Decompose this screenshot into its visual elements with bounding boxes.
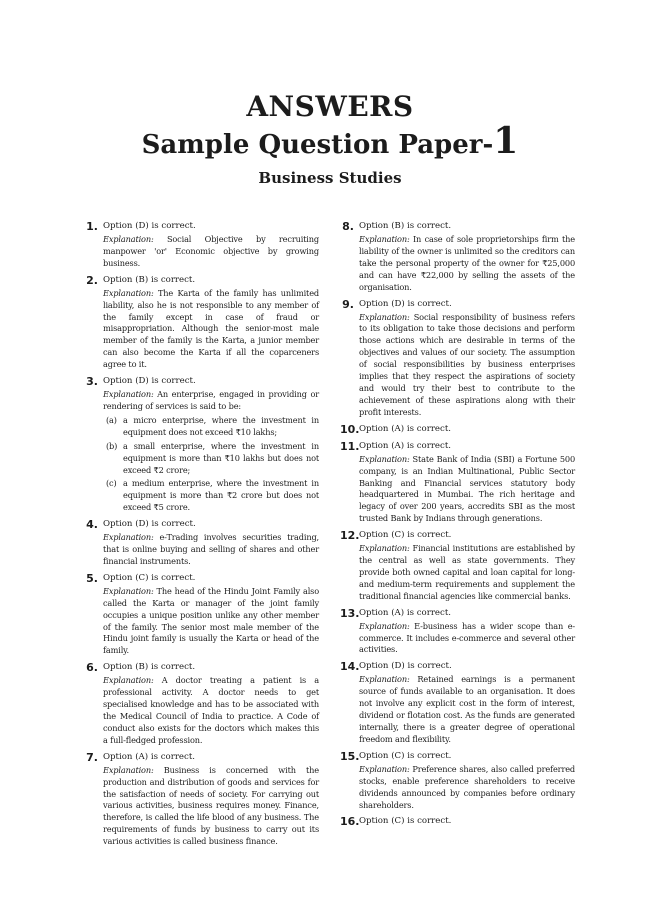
sub-item-a xyxy=(103,415,319,439)
explanation-label: Explanation: xyxy=(103,532,154,543)
explanation-label: Explanation: xyxy=(103,764,154,775)
answers-right-column xyxy=(340,220,576,832)
answer-item-3 xyxy=(87,375,319,514)
answer-option: Option (A) is correct. xyxy=(359,607,452,618)
question-number: 14. xyxy=(340,660,360,674)
answer-explanation xyxy=(103,389,319,413)
sub-item-label: (c) xyxy=(106,478,117,489)
question-number: 8. xyxy=(342,220,354,233)
sub-item-text: a micro enterprise, where the investment in equipment does not exceed ₹10 lakhs; xyxy=(123,414,319,437)
paper-title-text: Sample Question Paper- xyxy=(141,130,494,160)
explanation-text: Social Objective by recruiting manpower 'or' Economic objective by growing business. xyxy=(103,234,319,268)
sub-item-label: (b) xyxy=(106,440,118,451)
answer-item-5 xyxy=(87,572,319,657)
explanation-text: E-business has a wider scope than e-commerce. It includes e-commerce and several other activities. xyxy=(359,620,576,655)
question-number: 12. xyxy=(340,529,360,543)
question-number: 4. xyxy=(86,518,98,532)
explanation-label: Explanation: xyxy=(103,234,154,244)
explanation-text: The Karta of the family has unlimited liability, also he is not responsible to any member of the family except in case of fraud or misappropriation. Although the senior-most male member of the family is the Karta, a junior member can also become the Karta if all the coparceners agree to it. xyxy=(103,287,319,370)
explanation-text: e-Trading involves securities trading, that is online buying and selling of shares and other financial instruments. xyxy=(103,532,319,566)
answer-option: Option (B) is correct. xyxy=(359,221,452,231)
answer-option: Option (D) is correct. xyxy=(103,519,196,530)
explanation-label: Explanation: xyxy=(359,674,410,685)
answer-option: Option (A) is correct. xyxy=(103,751,196,762)
answer-option: Option (D) is correct. xyxy=(359,661,452,672)
explanation-text: An enterprise, engaged in providing or rendering of services is said to be: xyxy=(103,389,319,411)
question-number: 11. xyxy=(340,439,360,453)
sub-item-text: a small enterprise, where the investment in equipment is more than ₹10 lakhs but does not exceed ₹2 crore; xyxy=(123,440,319,475)
answer-item-13 xyxy=(340,606,576,657)
answer-explanation xyxy=(103,586,319,657)
answer-explanation xyxy=(103,234,319,270)
answer-item-15 xyxy=(340,749,576,812)
answer-item-14 xyxy=(340,660,576,745)
answer-explanation xyxy=(359,764,575,812)
paper-number: 1 xyxy=(493,120,519,162)
paper-title xyxy=(0,120,660,162)
explanation-text: Retained earnings is a permanent source of funds available to an organisation. It does not involve any explicit cost in the form of interest, dividend or flotation cost. As the funds are generated internally, there is a greater degree of operational freedom and flexibility. xyxy=(359,674,576,744)
answer-option: Option (D) is correct. xyxy=(103,376,196,387)
question-number: 1. xyxy=(86,220,98,233)
answer-item-9 xyxy=(343,298,575,419)
answer-explanation xyxy=(103,675,319,746)
sub-item-text: a medium enterprise, where the investment in equipment is more than ₹2 crore but does not exceed ₹5 crore. xyxy=(123,478,319,513)
answer-explanation xyxy=(103,532,319,568)
answer-item-7 xyxy=(87,751,319,848)
sub-item-label: (a) xyxy=(106,414,117,425)
sub-item-c xyxy=(103,478,319,514)
explanation-label: Explanation: xyxy=(103,675,154,686)
answer-explanation xyxy=(359,621,575,657)
explanation-label: Explanation: xyxy=(103,287,154,298)
explanation-label: Explanation: xyxy=(359,763,410,774)
explanation-text: The head of the Hindu Joint Family also called the Karta or manager of the joint family occupies a unique position unlike any other member of the family. The senior most male member of the Hindu joint family is usually the Karta or head of the family. xyxy=(103,585,319,656)
answer-item-6 xyxy=(87,661,319,746)
answer-item-10 xyxy=(340,422,575,436)
question-number: 3. xyxy=(86,375,98,389)
answer-item-2 xyxy=(87,274,319,371)
explanation-text: In case of sole proprietorships firm the liability of the owner is unlimited so the creditors can take the personal property of the owner for ₹25,000 and can have ₹22,000 by selling the assets of the organisation. xyxy=(359,234,575,292)
answer-item-11 xyxy=(340,439,576,525)
explanation-label: Explanation: xyxy=(103,585,154,596)
answer-explanation xyxy=(359,454,575,525)
answer-explanation xyxy=(103,765,319,848)
answer-explanation xyxy=(103,288,319,371)
explanation-label: Explanation: xyxy=(359,453,410,464)
answer-option: Option (A) is correct. xyxy=(359,423,452,434)
answer-item-12 xyxy=(340,529,575,603)
answer-option: Option (C) is correct. xyxy=(103,572,196,583)
explanation-label: Explanation: xyxy=(103,389,154,400)
answer-option: Option (B) is correct. xyxy=(103,274,196,285)
explanation-label: Explanation: xyxy=(359,234,410,244)
answer-explanation xyxy=(359,234,575,294)
explanation-text: Business is concerned with the production and distribution of goods and services for the satisfaction of needs of society. For carrying out various activities, business requires money. Finance, therefore, is called the life blood of any business. The requirements of funds by business to carry out its various activities is called business finance. xyxy=(103,764,319,847)
explanation-text: Social responsibility of business refers to its obligation to take those decisions and perform those actions which are desirable in terms of the objectives and values of our society. The assumption of social responsibilities by business enterprises implies that they respect the aspirations of society and would try their best to contribute to the achievement of these aspirations along with their profit interests. xyxy=(359,311,575,417)
question-number: 13. xyxy=(340,606,360,620)
page-title: ANSWERS xyxy=(246,90,414,123)
answer-item-4 xyxy=(87,518,319,568)
answer-item-16 xyxy=(340,815,575,829)
question-number: 7. xyxy=(86,750,98,764)
sub-item-b xyxy=(103,441,319,477)
answer-option: Option (C) is correct. xyxy=(359,816,452,827)
answer-option: Option (D) is correct. xyxy=(103,221,196,231)
question-number: 5. xyxy=(86,571,98,585)
answer-item-1 xyxy=(87,220,319,270)
question-number: 6. xyxy=(86,661,98,675)
answer-option: Option (C) is correct. xyxy=(359,750,452,761)
explanation-label: Explanation: xyxy=(359,620,410,631)
explanation-label: Explanation: xyxy=(359,543,410,554)
explanation-text: Financial institutions are established by the central as well as state governments. They provide both owned capital and loan capital for long- and medium-term requirements and supplement the traditional financial agencies like commercial banks. xyxy=(359,543,575,601)
answer-item-8 xyxy=(343,220,575,294)
question-number: 10. xyxy=(340,422,360,436)
answer-explanation xyxy=(359,674,575,745)
subject-title: Business Studies xyxy=(258,169,402,187)
explanation-text: State Bank of India (SBI) a Fortune 500 company, is an Indian Multinational, Public Sector Banking and Financial services statutory body headquartered in Mumbai. The rich heritage and legacy of over 200 years, accredits SBI as the most trusted Bank by Indians through generations. xyxy=(359,453,576,524)
answer-option: Option (B) is correct. xyxy=(103,662,196,673)
explanation-text: Preference shares, also called preferred stocks, enable preference shareholders to receive dividends announced by companies before ordinary shareholders. xyxy=(359,763,576,810)
explanation-label: Explanation: xyxy=(359,311,410,322)
answer-explanation xyxy=(359,312,575,419)
explanation-text: A doctor treating a patient is a professional activity. A doctor needs to get specialised knowledge and has to be associated with the Medical Council of India to practice. A Code of conduct also exists for the doctors which makes this a full-fledged profession. xyxy=(103,675,320,745)
answer-explanation xyxy=(359,543,575,603)
answer-option: Option (D) is correct. xyxy=(359,298,452,309)
question-number: 15. xyxy=(340,749,360,763)
question-number: 9. xyxy=(342,297,354,311)
answers-left-column xyxy=(87,220,319,852)
question-number: 2. xyxy=(86,273,98,287)
answer-option: Option (C) is correct. xyxy=(359,530,452,541)
answer-option: Option (A) is correct. xyxy=(359,440,452,451)
question-number: 16. xyxy=(340,815,360,829)
